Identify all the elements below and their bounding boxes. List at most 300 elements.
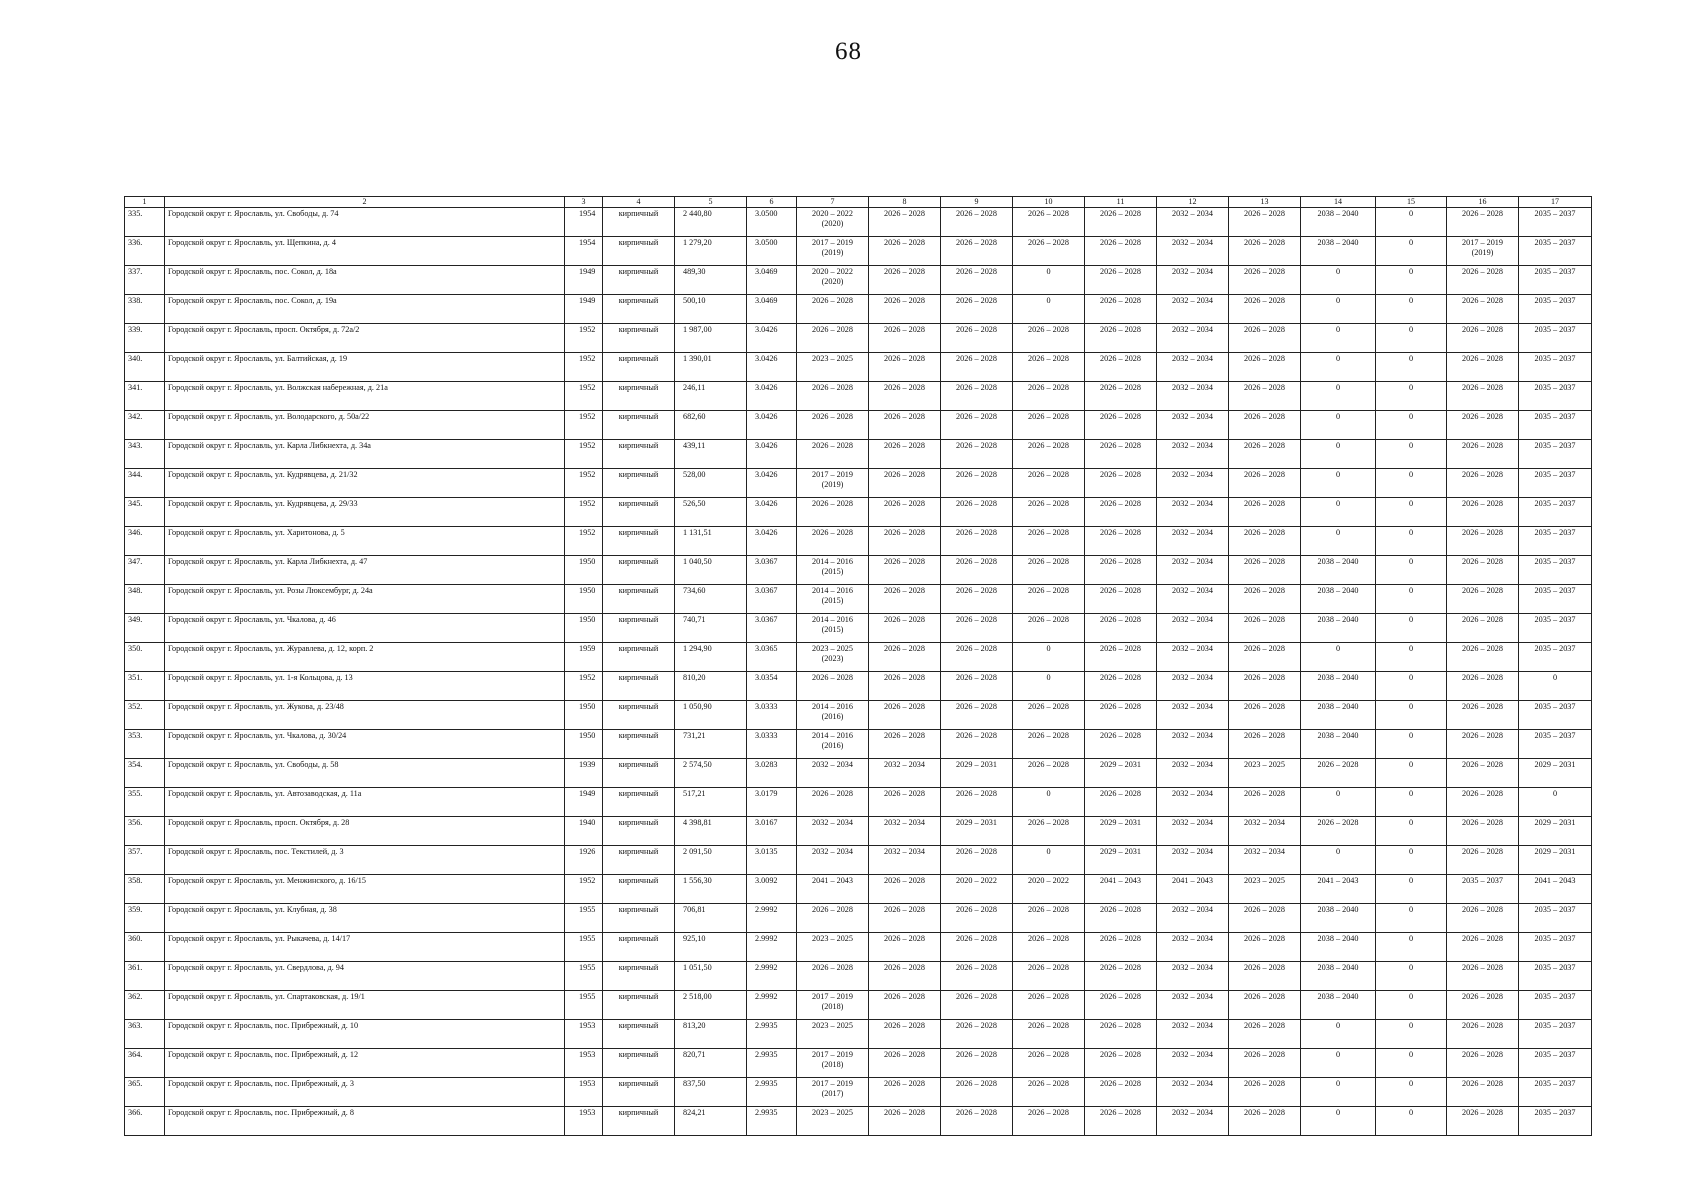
- cell-term-col-7: [797, 498, 869, 527]
- cell-value: 2026 – 2028: [1244, 1108, 1285, 1117]
- cell-term-col-7: [797, 730, 869, 759]
- cell-year-built: [565, 295, 603, 324]
- cell-value: 344.: [128, 470, 143, 479]
- cell-address: [165, 295, 565, 324]
- cell-value: 2026 – 2028: [1100, 586, 1141, 595]
- cell-value: 2026 – 2028: [956, 296, 997, 305]
- cell-value: 2026 – 2028: [1244, 644, 1285, 653]
- cell-value: 2026 – 2028: [1028, 470, 1069, 479]
- cell-total-area: [675, 701, 747, 730]
- cell-term-col-15: [1376, 1049, 1447, 1078]
- column-number-total-area: 5: [675, 197, 747, 208]
- cell-value: 2026 – 2028: [1028, 412, 1069, 421]
- cell-value: 2026 – 2028: [1028, 325, 1069, 334]
- cell-wall-material: [603, 875, 675, 904]
- cell-term-col-10: [1013, 324, 1085, 353]
- cell-value: 2035 – 2037: [1534, 1050, 1576, 1059]
- cell-value: 0: [1335, 1050, 1341, 1059]
- cell-term-col-14: [1301, 846, 1376, 875]
- cell-term-col-16: [1447, 585, 1519, 614]
- cell-value: 342.: [128, 412, 143, 421]
- cell-value: 246,11: [683, 383, 706, 392]
- cell-term-col-17: [1519, 498, 1592, 527]
- table-row: [125, 208, 1592, 237]
- cell-value: 2023 – 2025: [812, 1108, 853, 1117]
- cell-cost-coefficient: [747, 266, 797, 295]
- cell-cost-coefficient: [747, 353, 797, 382]
- cell-value: 2014 – 2016 (2015): [812, 557, 853, 576]
- cell-value: 3.0167: [755, 818, 778, 827]
- cell-value: 2032 – 2034: [1172, 615, 1213, 624]
- cell-value: 337.: [128, 267, 143, 276]
- column-number-row: [125, 197, 1592, 208]
- cell-value: 0: [1046, 644, 1051, 653]
- cell-value: 2014 – 2016 (2015): [812, 615, 853, 634]
- cell-term-col-11: [1085, 1020, 1157, 1049]
- cell-value: 2032 – 2034: [1172, 789, 1213, 798]
- cell-term-col-14: [1301, 933, 1376, 962]
- cell-term-col-10: [1013, 1107, 1085, 1136]
- cell-row-number: [125, 208, 165, 237]
- cell-term-col-10: [1013, 788, 1085, 817]
- cell-value: Городской округ г. Ярославль, ул. Кудрявцева, д. 21/32: [168, 470, 358, 479]
- cell-term-col-11: [1085, 933, 1157, 962]
- cell-value: 2035 – 2037: [1534, 412, 1576, 421]
- cell-value: 2032 – 2034: [1172, 1021, 1213, 1030]
- cell-term-col-15: [1376, 208, 1447, 237]
- table-row: [125, 846, 1592, 875]
- cell-value: 335.: [128, 209, 143, 218]
- cell-term-col-8: [869, 817, 941, 846]
- cell-value: 357.: [128, 847, 143, 856]
- cell-value: 526,50: [683, 499, 706, 508]
- cell-value: 0: [1046, 789, 1051, 798]
- cell-row-number: [125, 759, 165, 788]
- cell-term-col-8: [869, 266, 941, 295]
- cell-term-col-12: [1157, 962, 1229, 991]
- cell-term-col-16: [1447, 527, 1519, 556]
- cell-value: 2020 – 2022: [956, 876, 997, 885]
- table-row: [125, 411, 1592, 440]
- cell-value: 925,10: [683, 934, 706, 943]
- cell-value: 0: [1335, 1021, 1341, 1030]
- cell-term-col-10: [1013, 875, 1085, 904]
- cell-value: 2026 – 2028: [1462, 383, 1503, 392]
- cell-term-col-13: [1229, 643, 1301, 672]
- cell-value: 820,71: [683, 1050, 706, 1059]
- cell-value: 2032 – 2034: [1172, 702, 1213, 711]
- cell-value: 2026 – 2028: [1462, 1079, 1503, 1088]
- cell-term-col-10: [1013, 643, 1085, 672]
- cell-value: 2026 – 2028: [884, 325, 925, 334]
- cell-year-built: [565, 527, 603, 556]
- cell-value: 2035 – 2037: [1534, 586, 1576, 595]
- cell-value: 2026 – 2028: [1028, 818, 1069, 827]
- cell-value: 2026 – 2028: [884, 499, 925, 508]
- cell-term-col-8: [869, 991, 941, 1020]
- cell-value: 2026 – 2028: [1244, 963, 1285, 972]
- cell-wall-material: [603, 672, 675, 701]
- cell-value: кирпичный: [618, 238, 659, 247]
- cell-address: [165, 788, 565, 817]
- cell-value: 1939: [579, 760, 596, 769]
- cell-term-col-9: [941, 875, 1013, 904]
- cell-value: 339.: [128, 325, 143, 334]
- cell-cost-coefficient: [747, 411, 797, 440]
- cell-wall-material: [603, 440, 675, 469]
- cell-term-col-12: [1157, 556, 1229, 585]
- cell-term-col-12: [1157, 904, 1229, 933]
- cell-term-col-8: [869, 295, 941, 324]
- cell-term-col-16: [1447, 324, 1519, 353]
- cell-term-col-15: [1376, 498, 1447, 527]
- cell-value: кирпичный: [618, 1079, 659, 1088]
- cell-term-col-17: [1519, 875, 1592, 904]
- cell-term-col-12: [1157, 933, 1229, 962]
- cell-term-col-14: [1301, 324, 1376, 353]
- cell-value: 356.: [128, 818, 143, 827]
- cell-term-col-16: [1447, 1107, 1519, 1136]
- cell-row-number: [125, 469, 165, 498]
- cell-address: [165, 875, 565, 904]
- cell-term-col-7: [797, 788, 869, 817]
- cell-year-built: [565, 730, 603, 759]
- cell-value: 0: [1408, 818, 1414, 827]
- cell-cost-coefficient: [747, 469, 797, 498]
- cell-term-col-7: [797, 266, 869, 295]
- cell-term-col-15: [1376, 1078, 1447, 1107]
- cell-value: 2035 – 2037: [1534, 1079, 1576, 1088]
- cell-term-col-7: [797, 933, 869, 962]
- cell-address: [165, 672, 565, 701]
- table-row: [125, 875, 1592, 904]
- cell-value: Городской округ г. Ярославль, ул. Карла Либкнехта, д. 47: [168, 557, 368, 566]
- column-number-term-col-17: 17: [1519, 197, 1592, 208]
- cell-total-area: [675, 266, 747, 295]
- cell-wall-material: [603, 469, 675, 498]
- cell-row-number: [125, 730, 165, 759]
- cell-cost-coefficient: [747, 643, 797, 672]
- cell-term-col-17: [1519, 469, 1592, 498]
- cell-row-number: [125, 324, 165, 353]
- cell-term-col-10: [1013, 730, 1085, 759]
- cell-term-col-14: [1301, 295, 1376, 324]
- cell-value: 0: [1408, 470, 1414, 479]
- cell-term-col-11: [1085, 498, 1157, 527]
- cell-total-area: [675, 1078, 747, 1107]
- cell-value: 1 050,90: [683, 702, 712, 711]
- cell-term-col-7: [797, 701, 869, 730]
- cell-value: 1949: [579, 296, 596, 305]
- table-row: [125, 1049, 1592, 1078]
- cell-term-col-16: [1447, 411, 1519, 440]
- cell-term-col-15: [1376, 614, 1447, 643]
- cell-value: 2023 – 2025: [812, 354, 853, 363]
- cell-value: 2029 – 2031: [1534, 760, 1576, 769]
- cell-value: 2035 – 2037: [1534, 963, 1576, 972]
- cell-term-col-17: [1519, 904, 1592, 933]
- cell-cost-coefficient: [747, 933, 797, 962]
- cell-value: 2026 – 2028: [956, 441, 997, 450]
- cell-value: 3.0367: [755, 557, 778, 566]
- cell-value: 0: [1408, 354, 1414, 363]
- cell-term-col-13: [1229, 324, 1301, 353]
- cell-value: 2026 – 2028: [884, 354, 925, 363]
- table-row: [125, 498, 1592, 527]
- cell-value: 2026 – 2028: [812, 673, 853, 682]
- cell-value: 2026 – 2028: [1028, 760, 1069, 769]
- cell-term-col-9: [941, 614, 1013, 643]
- cell-value: 2026 – 2028: [884, 412, 925, 421]
- cell-value: 3.0365: [755, 644, 778, 653]
- cell-term-col-12: [1157, 759, 1229, 788]
- cell-value: 2032 – 2034: [1172, 209, 1213, 218]
- cell-term-col-11: [1085, 875, 1157, 904]
- cell-row-number: [125, 643, 165, 672]
- cell-value: 2026 – 2028: [884, 296, 925, 305]
- cell-cost-coefficient: [747, 527, 797, 556]
- cell-value: 2035 – 2037: [1534, 557, 1576, 566]
- cell-value: 2038 – 2040: [1317, 238, 1359, 247]
- cell-term-col-15: [1376, 527, 1447, 556]
- cell-term-col-10: [1013, 672, 1085, 701]
- cell-value: 0: [1408, 1021, 1414, 1030]
- cell-value: 2041 – 2043: [1172, 876, 1213, 885]
- cell-wall-material: [603, 904, 675, 933]
- cell-value: 2017 – 2019 (2019): [812, 470, 853, 489]
- cell-value: Городской округ г. Ярославль, ул. Розы Люксембург, д. 24а: [168, 586, 373, 595]
- cell-term-col-14: [1301, 208, 1376, 237]
- cell-term-col-13: [1229, 991, 1301, 1020]
- cell-term-col-17: [1519, 1078, 1592, 1107]
- cell-term-col-16: [1447, 208, 1519, 237]
- cell-wall-material: [603, 411, 675, 440]
- cell-row-number: [125, 585, 165, 614]
- table-row: [125, 730, 1592, 759]
- cell-term-col-9: [941, 469, 1013, 498]
- cell-value: кирпичный: [618, 354, 659, 363]
- cell-value: 2032 – 2034: [884, 847, 925, 856]
- cell-value: 2041 – 2043: [1317, 876, 1359, 885]
- cell-term-col-16: [1447, 991, 1519, 1020]
- cell-value: 3.0092: [755, 876, 778, 885]
- cell-value: 2026 – 2028: [1028, 963, 1069, 972]
- cell-value: 0: [1408, 499, 1414, 508]
- cell-term-col-14: [1301, 672, 1376, 701]
- column-number-address: 2: [165, 197, 565, 208]
- cell-term-col-15: [1376, 469, 1447, 498]
- cell-value: кирпичный: [618, 934, 659, 943]
- cell-term-col-16: [1447, 730, 1519, 759]
- cell-value: 0: [1408, 383, 1414, 392]
- cell-value: кирпичный: [618, 644, 659, 653]
- cell-value: 489,30: [683, 267, 706, 276]
- cell-address: [165, 382, 565, 411]
- cell-value: 2032 – 2034: [812, 760, 853, 769]
- cell-value: 2032 – 2034: [1172, 557, 1213, 566]
- cell-value: 2023 – 2025: [1244, 760, 1285, 769]
- cell-value: 2026 – 2028: [1100, 673, 1141, 682]
- cell-value: 3.0426: [755, 325, 778, 334]
- cell-value: 0: [1408, 789, 1414, 798]
- cell-value: 2026 – 2028: [1244, 673, 1285, 682]
- cell-term-col-16: [1447, 1078, 1519, 1107]
- cell-address: [165, 1107, 565, 1136]
- cell-term-col-17: [1519, 817, 1592, 846]
- cell-term-col-8: [869, 759, 941, 788]
- cell-value: 2026 – 2028: [956, 412, 997, 421]
- cell-year-built: [565, 382, 603, 411]
- cell-value: 813,20: [683, 1021, 706, 1030]
- cell-value: 2032 – 2034: [812, 847, 853, 856]
- cell-cost-coefficient: [747, 672, 797, 701]
- cell-term-col-10: [1013, 1049, 1085, 1078]
- cell-wall-material: [603, 295, 675, 324]
- cell-term-col-15: [1376, 875, 1447, 904]
- cell-value: 2026 – 2028: [1100, 934, 1141, 943]
- cell-value: 2035 – 2037: [1534, 702, 1576, 711]
- cell-value: Городской округ г. Ярославль, пос. Сокол, д. 19а: [168, 296, 337, 305]
- capital-repair-schedule-table: [124, 196, 1592, 1136]
- cell-term-col-15: [1376, 440, 1447, 469]
- cell-cost-coefficient: [747, 556, 797, 585]
- cell-term-col-17: [1519, 672, 1592, 701]
- cell-address: [165, 237, 565, 266]
- cell-value: кирпичный: [618, 267, 659, 276]
- cell-value: 2026 – 2028: [884, 383, 925, 392]
- cell-term-col-13: [1229, 411, 1301, 440]
- cell-term-col-10: [1013, 585, 1085, 614]
- cell-value: кирпичный: [618, 499, 659, 508]
- cell-row-number: [125, 266, 165, 295]
- cell-wall-material: [603, 788, 675, 817]
- cell-value: 355.: [128, 789, 143, 798]
- cell-term-col-7: [797, 846, 869, 875]
- cell-term-col-13: [1229, 759, 1301, 788]
- cell-value: 0: [1335, 1108, 1341, 1117]
- cell-term-col-15: [1376, 556, 1447, 585]
- cell-value: 1952: [579, 876, 596, 885]
- cell-value: 0: [1408, 963, 1414, 972]
- cell-year-built: [565, 556, 603, 585]
- cell-term-col-16: [1447, 237, 1519, 266]
- cell-row-number: [125, 556, 165, 585]
- column-number-term-col-13: 13: [1229, 197, 1301, 208]
- cell-term-col-9: [941, 324, 1013, 353]
- cell-term-col-17: [1519, 991, 1592, 1020]
- column-number-year-built: 3: [565, 197, 603, 208]
- cell-value: 2026 – 2028: [956, 1021, 997, 1030]
- cell-value: 2026 – 2028: [956, 847, 997, 856]
- cell-value: 2.9935: [755, 1079, 778, 1088]
- cell-term-col-16: [1447, 556, 1519, 585]
- cell-value: 2035 – 2037: [1534, 934, 1576, 943]
- cell-value: 3.0500: [755, 238, 778, 247]
- cell-term-col-11: [1085, 614, 1157, 643]
- cell-address: [165, 498, 565, 527]
- cell-term-col-11: [1085, 295, 1157, 324]
- cell-term-col-14: [1301, 817, 1376, 846]
- cell-value: 810,20: [683, 673, 706, 682]
- cell-total-area: [675, 875, 747, 904]
- cell-value: 2032 – 2034: [1172, 644, 1213, 653]
- cell-total-area: [675, 614, 747, 643]
- cell-term-col-13: [1229, 295, 1301, 324]
- cell-value: Городской округ г. Ярославль, ул. Кудрявцева, д. 29/33: [168, 499, 358, 508]
- cell-value: 3.0500: [755, 209, 778, 218]
- cell-term-col-16: [1447, 962, 1519, 991]
- cell-term-col-9: [941, 643, 1013, 672]
- cell-term-col-14: [1301, 643, 1376, 672]
- cell-value: 2017 – 2019 (2019): [812, 238, 853, 257]
- cell-value: 2026 – 2028: [884, 528, 925, 537]
- cell-term-col-10: [1013, 759, 1085, 788]
- cell-term-col-7: [797, 875, 869, 904]
- cell-address: [165, 904, 565, 933]
- cell-value: 0: [1408, 673, 1414, 682]
- cell-term-col-12: [1157, 1020, 1229, 1049]
- cell-wall-material: [603, 701, 675, 730]
- cell-total-area: [675, 324, 747, 353]
- cell-value: 0: [1408, 615, 1414, 624]
- cell-value: Городской округ г. Ярославль, ул. Харитонова, д. 5: [168, 528, 345, 537]
- cell-row-number: [125, 817, 165, 846]
- cell-term-col-13: [1229, 672, 1301, 701]
- cell-value: Городской округ г. Ярославль, ул. 1-я Кольцова, д. 13: [168, 673, 353, 682]
- cell-value: 2026 – 2028: [884, 1050, 925, 1059]
- cell-value: 2023 – 2025 (2023): [812, 644, 853, 663]
- cell-value: 2035 – 2037: [1534, 267, 1576, 276]
- cell-term-col-10: [1013, 962, 1085, 991]
- cell-year-built: [565, 643, 603, 672]
- cell-value: 2026 – 2028: [1244, 354, 1285, 363]
- cell-value: 2026 – 2028: [956, 615, 997, 624]
- cell-term-col-7: [797, 1049, 869, 1078]
- cell-row-number: [125, 962, 165, 991]
- cell-value: 2026 – 2028: [884, 441, 925, 450]
- cell-value: 2026 – 2028: [956, 1050, 997, 1059]
- cell-value: 1952: [579, 441, 596, 450]
- cell-term-col-8: [869, 875, 941, 904]
- cell-value: 2026 – 2028: [1317, 760, 1359, 769]
- cell-value: 2026 – 2028: [884, 702, 925, 711]
- cell-term-col-17: [1519, 1107, 1592, 1136]
- cell-value: 2035 – 2037: [1534, 296, 1576, 305]
- cell-term-col-8: [869, 672, 941, 701]
- cell-value: 2026 – 2028: [884, 267, 925, 276]
- cell-term-col-7: [797, 382, 869, 411]
- cell-value: 517,21: [683, 789, 706, 798]
- cell-term-col-17: [1519, 1049, 1592, 1078]
- cell-value: 0: [1408, 702, 1414, 711]
- cell-term-col-8: [869, 440, 941, 469]
- cell-value: 0: [1335, 325, 1341, 334]
- table-row: [125, 614, 1592, 643]
- cell-term-col-15: [1376, 266, 1447, 295]
- cell-value: 2026 – 2028: [884, 1021, 925, 1030]
- cell-value: 364.: [128, 1050, 143, 1059]
- cell-value: 3.0283: [755, 760, 778, 769]
- cell-term-col-10: [1013, 527, 1085, 556]
- cell-term-col-9: [941, 498, 1013, 527]
- column-number-term-col-7: 7: [797, 197, 869, 208]
- cell-value: 2017 – 2019 (2018): [812, 992, 853, 1011]
- cell-term-col-13: [1229, 556, 1301, 585]
- cell-total-area: [675, 527, 747, 556]
- cell-term-col-10: [1013, 701, 1085, 730]
- cell-term-col-15: [1376, 701, 1447, 730]
- cell-term-col-12: [1157, 498, 1229, 527]
